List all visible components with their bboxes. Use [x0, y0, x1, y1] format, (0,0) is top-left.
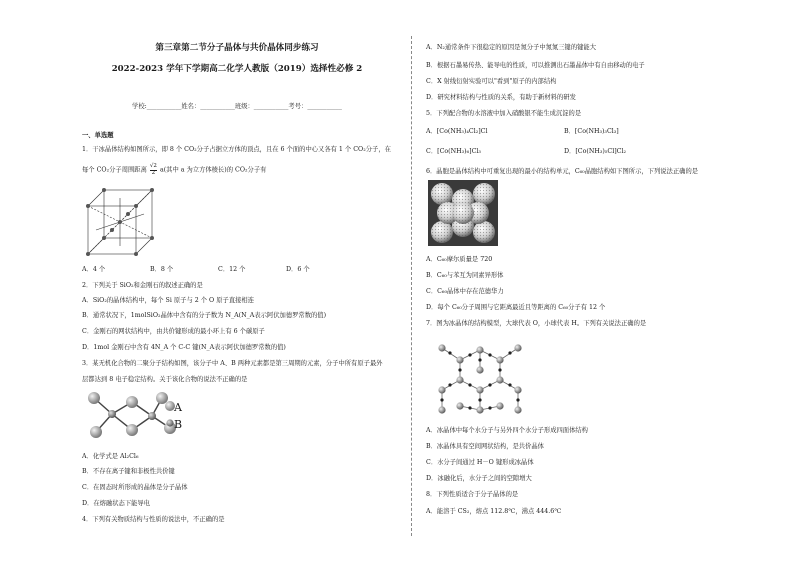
legend-label-a: A	[174, 401, 182, 414]
q6-option-b: B．C₆₀与苯互为同素异形体	[426, 272, 504, 279]
q3-stem-cont: 层都达到 8 电子稳定结构。关于该化合物的说法不正确的是	[82, 376, 248, 383]
q5-option-b: B．[Co(NH₃)₃Cl₃]	[564, 128, 619, 135]
column-divider	[411, 36, 412, 536]
co2-crystal-diagram	[84, 186, 158, 258]
q1-fraction-den: 2	[151, 169, 156, 176]
q2-option-b: B．通常状况下，1molSiO₂晶体中含有的分子数为 N_A(N_A表示阿伏加德罗常数的值)	[82, 312, 327, 319]
q1-option-b: B．8 个	[150, 266, 174, 273]
q3-option-b: B．不存在离子键和非极性共价键	[82, 468, 175, 475]
q2-stem: 2．下列关于 SiO₂和金刚石的叙述正确的是	[82, 282, 203, 289]
c60-crystal-image	[428, 180, 498, 246]
q5-stem: 5．下列配合物的水溶液中加入硝酸银不能生成沉淀的是	[426, 110, 582, 117]
q8-stem: 8．下列性质适合于分子晶体的是	[426, 491, 519, 498]
legend-label-b: B	[174, 418, 183, 431]
q6-option-a: A．C₆₀摩尔质量是 720	[426, 256, 493, 263]
q1-stem-part1: 每个 CO₂分子周围距离	[82, 166, 147, 174]
q2-option-d: D．1mol 金刚石中含有 4N_A 个 C-C 键(N_A表示阿伏加德罗常数的值)	[82, 344, 286, 351]
q4-option-d: D．研究材料结构与性质的关系，有助于新材料的研发	[426, 94, 576, 101]
section-heading: 一、单选题	[82, 132, 114, 139]
q8-option-a: A．能溶于 CS₂，熔点 112.8℃，沸点 444.6℃	[426, 508, 562, 515]
q6-option-d: D．每个 C₆₀分子周围与它距离最近且等距离的 C₆₀分子有 12 个	[426, 304, 606, 311]
q2-option-a: A．SiO₂的晶体结构中，每个 Si 原子与 2 个 O 原子直接相连	[82, 297, 255, 304]
q1-fraction	[150, 164, 157, 176]
q7-stem: 7．图为冰晶体的结构模型，大球代表 O，小球代表 H。下列有关说法正确的是	[426, 320, 647, 327]
q1-option-d: D．6 个	[286, 266, 310, 273]
q5-option-c: C．[Co(NH₃)₆]Cl₃	[426, 148, 481, 155]
q3-option-a: A．化学式是 Al₂Cl₆	[82, 453, 139, 460]
q2-option-c: C．金刚石的网状结构中，由共价键形成的最小环上有 6 个碳原子	[82, 328, 265, 335]
q7-option-d: D．冰融化后，水分子之间的空隙增大	[426, 475, 532, 482]
page-title: 第三章第二节分子晶体与共价晶体同步练习	[155, 43, 319, 53]
q7-option-b: B．冰晶体具有空间网状结构，是共价晶体	[426, 443, 544, 450]
q1-option-c: C．12 个	[218, 266, 246, 273]
q3-stem: 3．某无机化合物的二聚分子结构如图，该分子中 A、B 两种元素都是第三周期的元素，分子中所有原子最外	[82, 360, 383, 367]
q6-stem: 6．晶胞是晶体结构中可重复出现的最小的结构单元，C₆₀晶胞结构如下图所示，下列说法正确的是	[426, 168, 699, 175]
q4-option-b: B．根据石墨易传热、能导电的性质，可以推测出石墨晶体中有自由移动的电子	[426, 62, 645, 69]
student-info-line: 学校:___________姓名：___________班级：___________考号：___________	[132, 103, 342, 110]
q4-option-c: C．X 射线衍射实验可以"看到"原子的内部结构	[426, 78, 557, 85]
q5-option-a: A．[Co(NH₃)₄Cl₂]Cl	[426, 128, 488, 135]
q4-stem: 4．下列有关物质结构与性质的说法中，不正确的是	[82, 516, 225, 523]
q1-stem-part2: a(其中 a 为立方体棱长)的 CO₂分子有	[159, 166, 267, 174]
page-subtitle: 2022-2023 学年下学期高二化学人教版（2019）选择性必修 2	[111, 64, 363, 74]
ice-crystal-diagram	[430, 336, 530, 420]
q6-option-c: C．C₆₀晶体中存在范德华力	[426, 288, 504, 295]
q5-option-d: D．[Co(NH₃)₅Cl]Cl₂	[564, 148, 627, 155]
q1-fraction-num: √2	[149, 163, 157, 169]
q1-option-a: A．4 个	[82, 266, 106, 273]
q3-option-c: C．在固态时所形成的晶体是分子晶体	[82, 484, 188, 491]
q4-option-a: A．N₂通常条件下很稳定的原因是氮分子中氮氮三键的键能大	[426, 44, 597, 51]
q7-option-c: C．水分子间通过 H－O 键形成冰晶体	[426, 459, 534, 466]
q3-option-d: D．在熔融状态下能导电	[82, 500, 151, 507]
q1-stem-cont	[82, 164, 266, 176]
q1-stem: 1．干冰晶体结构如图所示，即 8 个 CO₂分子占据立方体的顶点，且在 6 个面的中心又各有 1 个 CO₂分子，在	[82, 146, 391, 153]
q7-option-a: A．冰晶体中每个水分子与另外四个水分子形成四面体结构	[426, 427, 588, 434]
dimer-molecule-diagram	[84, 388, 204, 450]
